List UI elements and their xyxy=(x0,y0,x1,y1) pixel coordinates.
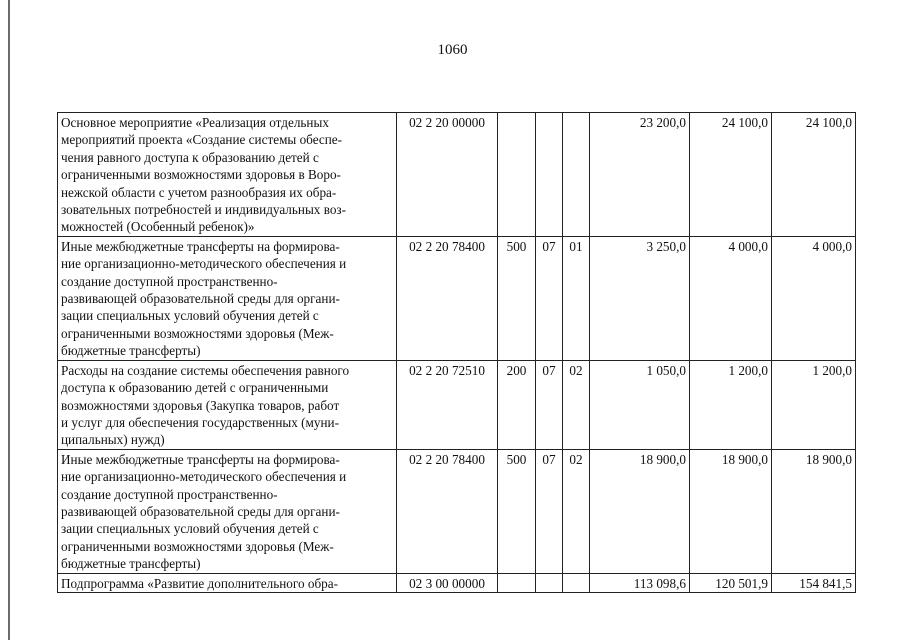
section-code xyxy=(536,573,563,592)
amount-year-2: 4 000,0 xyxy=(690,236,772,360)
amount-year-1: 23 200,0 xyxy=(590,113,690,237)
description-line: ограниченными возможностями здоровья (Меж- xyxy=(61,538,334,554)
amount-year-1: 113 098,6 xyxy=(590,573,690,592)
description-line: бюджетные трансферты) xyxy=(61,343,201,359)
amount-year-3: 1 200,0 xyxy=(772,360,856,449)
section-code: 07 xyxy=(536,360,563,449)
description-line: Расходы на создание системы обеспечения равного xyxy=(61,362,350,378)
section-code xyxy=(536,113,563,237)
description-line: Подпрограмма «Развитие дополнительного обра- xyxy=(61,575,338,591)
page-number: 1060 xyxy=(437,42,468,58)
description-line: Иные межбюджетные трансферты на формирова- xyxy=(61,451,340,467)
expense-type-code: 500 xyxy=(498,236,536,360)
description-line: бюджетные трансферты) xyxy=(61,556,201,572)
table-row xyxy=(58,449,856,573)
subsection-code xyxy=(563,113,590,237)
description-line: возможностями здоровья (Закупка товаров, работ xyxy=(61,397,340,413)
expense-description xyxy=(58,113,397,237)
target-article-code: 02 2 20 78400 xyxy=(397,236,498,360)
description-line: ние организационно-методического обеспечения и xyxy=(61,469,347,485)
expense-description xyxy=(58,360,397,449)
subsection-code: 02 xyxy=(563,449,590,573)
expense-type-code xyxy=(498,113,536,237)
description-line: создание доступной пространственно- xyxy=(61,486,278,502)
table-row xyxy=(58,113,856,237)
expense-type-code xyxy=(498,573,536,592)
description-line: развивающей образовательной среды для органи- xyxy=(61,291,340,307)
subsection-code xyxy=(563,573,590,592)
description-line: ограниченными возможностями здоровья в Воро- xyxy=(61,167,341,183)
description-line: доступа к образованию детей с ограниченными xyxy=(61,380,329,396)
description-line: чения равного доступа к образованию детей с xyxy=(61,149,319,165)
subsection-code: 02 xyxy=(563,360,590,449)
description-line: Иные межбюджетные трансферты на формирова- xyxy=(61,238,340,254)
expense-type-code: 500 xyxy=(498,449,536,573)
expense-description xyxy=(58,573,397,592)
amount-year-2: 1 200,0 xyxy=(690,360,772,449)
expense-type-code: 200 xyxy=(498,360,536,449)
budget-table xyxy=(57,112,856,593)
target-article-code: 02 2 20 78400 xyxy=(397,449,498,573)
amount-year-3: 4 000,0 xyxy=(772,236,856,360)
description-line: мероприятий проекта «Создание системы обеспе- xyxy=(61,132,343,148)
description-line: Основное мероприятие «Реализация отдельных xyxy=(61,115,329,130)
description-line: можностей (Особенный ребенок)» xyxy=(61,219,255,235)
description-line: развивающей образовательной среды для органи- xyxy=(61,503,340,519)
description-line: зации специальных условий обучения детей с xyxy=(61,521,319,537)
description-line: нежской области с учетом разнообразия их обра- xyxy=(61,184,337,200)
target-article-code: 02 2 20 00000 xyxy=(397,113,498,237)
table-row xyxy=(58,573,856,592)
subsection-code: 01 xyxy=(563,236,590,360)
description-line: ограниченными возможностями здоровья (Меж- xyxy=(61,325,334,341)
amount-year-1: 3 250,0 xyxy=(590,236,690,360)
description-line: создание доступной пространственно- xyxy=(61,273,278,289)
amount-year-3: 18 900,0 xyxy=(772,449,856,573)
target-article-code: 02 3 00 00000 xyxy=(397,573,498,592)
amount-year-2: 24 100,0 xyxy=(690,113,772,237)
amount-year-2: 18 900,0 xyxy=(690,449,772,573)
table-row xyxy=(58,236,856,360)
amount-year-2: 120 501,9 xyxy=(690,573,772,592)
amount-year-3: 154 841,5 xyxy=(772,573,856,592)
amount-year-1: 1 050,0 xyxy=(590,360,690,449)
section-code: 07 xyxy=(536,236,563,360)
amount-year-1: 18 900,0 xyxy=(590,449,690,573)
amount-year-3: 24 100,0 xyxy=(772,113,856,237)
description-line: и услуг для обеспечения государственных (муни- xyxy=(61,414,339,430)
description-line: зации специальных условий обучения детей с xyxy=(61,308,319,324)
target-article-code: 02 2 20 72510 xyxy=(397,360,498,449)
description-line: ципальных) нужд) xyxy=(61,432,165,448)
expense-description xyxy=(58,449,397,573)
section-code: 07 xyxy=(536,449,563,573)
description-line: зовательных потребностей и индивидуальных воз- xyxy=(61,202,347,218)
expense-description xyxy=(58,236,397,360)
table-row xyxy=(58,360,856,449)
description-line: ние организационно-методического обеспечения и xyxy=(61,256,347,272)
page-edge-line xyxy=(8,0,10,640)
